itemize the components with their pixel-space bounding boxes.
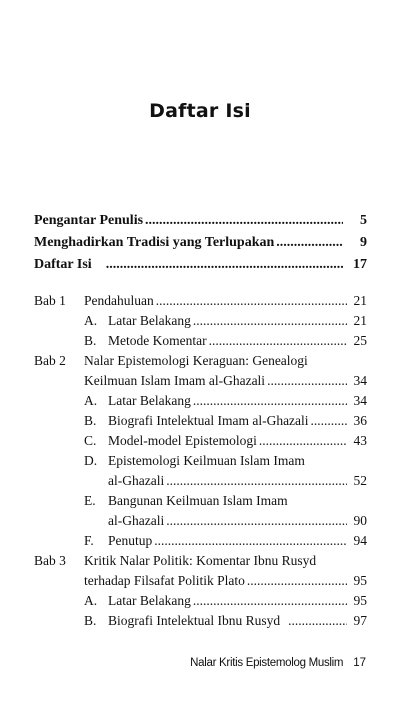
dot-leader — [193, 593, 347, 609]
page-number: 17 — [353, 657, 366, 669]
section-title: Latar Belakang — [108, 393, 191, 408]
section-letter: B. — [84, 333, 97, 348]
section-letter: B. — [84, 613, 97, 628]
section-title: Epistemologi Keilmuan Islam Imam — [108, 453, 305, 468]
section-title: Biografi Intelektual Ibnu Rusyd — [108, 613, 281, 628]
section-entry[interactable] — [108, 333, 367, 353]
toc-entry-page: 17 — [353, 257, 367, 272]
dot-leader — [193, 393, 347, 409]
page-footer — [190, 657, 366, 669]
chapter-page: 34 — [353, 373, 367, 388]
section-letter: D. — [84, 453, 98, 468]
chapter-page: 95 — [353, 573, 367, 588]
section-letter: F. — [84, 533, 94, 548]
section-entry[interactable] — [108, 313, 367, 333]
toc-entry-menghadirkan[interactable] — [34, 235, 367, 257]
dot-leader — [156, 293, 347, 309]
section-letter: B. — [84, 413, 97, 428]
section-title: al-Ghazali — [108, 513, 165, 528]
dot-leader — [106, 257, 343, 273]
dot-leader — [311, 413, 347, 429]
section-letter: A. — [84, 593, 98, 608]
chapter-label: Bab 3 — [34, 553, 66, 568]
section-letter: C. — [84, 433, 97, 448]
section-title: Bangunan Keilmuan Islam Imam — [108, 493, 288, 508]
chapter-label: Bab 2 — [34, 353, 66, 368]
section-title: Latar Belakang — [108, 593, 191, 608]
section-title: Biografi Intelektual Imam al-Ghazali — [108, 413, 309, 428]
dot-leader — [209, 333, 347, 349]
toc-entry-label: Daftar Isi — [34, 257, 92, 272]
section-page: 95 — [353, 593, 367, 608]
toc-entry-daftar-isi[interactable] — [34, 257, 367, 279]
chapter-3-entry[interactable] — [84, 573, 367, 593]
section-title: Latar Belakang — [108, 313, 191, 328]
section-page: 94 — [353, 533, 367, 548]
chapter-title: Kritik Nalar Politik: Komentar Ibnu Rusyd — [84, 553, 317, 568]
section-entry[interactable] — [108, 593, 367, 613]
toc-entry-label: Menghadirkan Tradisi yang Terlupakan — [34, 235, 275, 250]
chapter-1-entry[interactable] — [84, 293, 367, 313]
toc-entry-pengantar[interactable] — [34, 213, 367, 235]
chapter-title: Pendahuluan — [84, 293, 154, 308]
section-entry[interactable] — [108, 413, 367, 433]
page-title: Daftar Isi — [149, 100, 251, 122]
section-entry[interactable] — [108, 393, 367, 413]
dot-leader — [247, 573, 347, 589]
section-title: Penutup — [108, 533, 153, 548]
running-footer-title: Nalar Kritis Epistemolog Muslim — [190, 657, 344, 669]
section-page: 36 — [353, 413, 367, 428]
toc-entry-label: Pengantar Penulis — [34, 213, 144, 228]
section-page: 97 — [353, 613, 367, 628]
toc-entry-page: 5 — [360, 213, 367, 228]
section-entry[interactable] — [108, 433, 367, 453]
dot-leader — [276, 235, 343, 251]
section-title: Model-model Epistemologi — [108, 433, 257, 448]
section-page: 21 — [353, 313, 367, 328]
dot-leader — [145, 213, 343, 229]
section-letter: A. — [84, 313, 98, 328]
section-title: Metode Komentar — [108, 333, 207, 348]
chapter-page: 21 — [353, 293, 367, 308]
dot-leader — [288, 613, 347, 629]
section-letter: A. — [84, 393, 98, 408]
section-page: 52 — [353, 473, 367, 488]
section-entry[interactable] — [108, 533, 367, 553]
chapter-title: terhadap Filsafat Politik Plato — [84, 573, 245, 588]
dot-leader — [193, 313, 347, 329]
dot-leader — [154, 533, 347, 549]
front-matter-list — [34, 213, 367, 279]
section-letter: E. — [84, 493, 96, 508]
chapter-title: Keilmuan Islam Imam al-Ghazali — [84, 373, 266, 388]
section-page: 25 — [353, 333, 367, 348]
section-page: 34 — [353, 393, 367, 408]
section-page: 90 — [353, 513, 367, 528]
dot-leader — [267, 373, 347, 389]
dot-leader — [259, 433, 347, 449]
dot-leader — [166, 473, 347, 489]
section-entry[interactable] — [108, 513, 367, 533]
section-title: al-Ghazali — [108, 473, 165, 488]
section-entry[interactable] — [108, 613, 367, 633]
toc-entry-page: 9 — [360, 235, 367, 250]
chapter-2-entry[interactable] — [84, 373, 367, 393]
section-entry[interactable] — [108, 473, 367, 493]
chapter-title: Nalar Epistemologi Keraguan: Genealogi — [84, 353, 308, 368]
section-page: 43 — [353, 433, 367, 448]
chapter-label: Bab 1 — [34, 293, 66, 308]
dot-leader — [166, 513, 347, 529]
